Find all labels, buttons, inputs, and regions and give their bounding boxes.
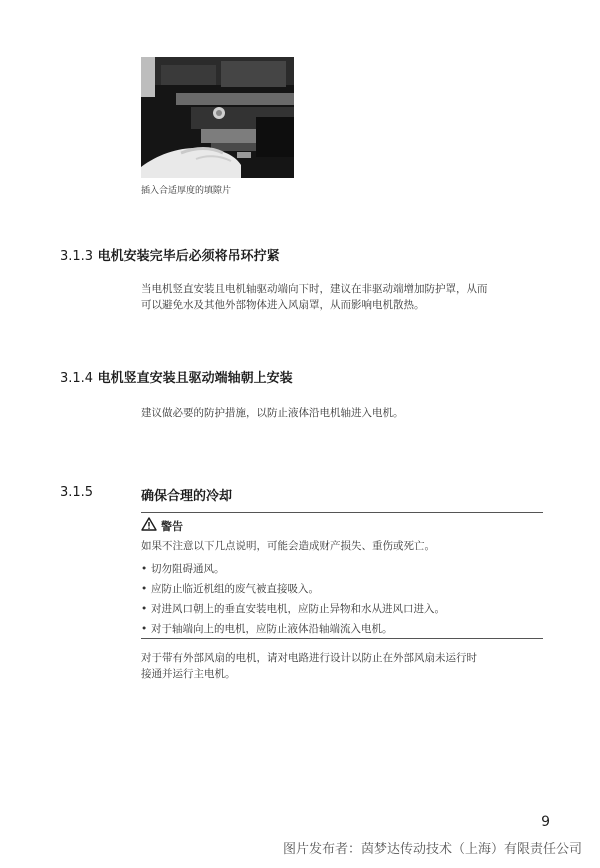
section-number: 3.1.3 [60, 249, 94, 264]
warning-header [141, 517, 183, 534]
section-title: 确保合理的冷却 [141, 489, 233, 504]
section-number: 3.1.5 [60, 485, 94, 500]
section-body [141, 650, 477, 682]
section-heading-3-1-4 [60, 367, 293, 386]
warning-label: 警告 [161, 519, 183, 533]
footer-credit: 图片发布者：茵梦达传动技术（上海）有限责任公司 [282, 842, 582, 857]
section-body [141, 405, 404, 421]
warning-intro: 如果不注意以下几点说明，可能会造成财产损失、重伤或死亡。 [141, 540, 435, 552]
section-title: 电机安装完毕后必须将吊环拧紧 [97, 249, 280, 264]
section-number: 3.1.4 [60, 371, 94, 386]
section-heading-3-1-5 [60, 485, 93, 500]
warning-triangle-icon [141, 517, 157, 534]
page-number: 9 [541, 814, 550, 830]
warning-bullet: • 对进风口朝上的垂直安装电机，应防止异物和水从进风口进入。 [141, 603, 445, 615]
body-line: 建议做必要的防护措施，以防止液体沿电机轴进入电机。 [141, 407, 404, 419]
installation-photo [141, 57, 294, 178]
warning-top-rule [141, 512, 543, 513]
body-line: 接通并运行主电机。 [141, 668, 236, 680]
figure-caption: 插入合适厚度的填隙片 [141, 186, 232, 196]
body-line: 对于带有外部风扇的电机，请对电路进行设计以防止在外部风扇未运行时 [141, 652, 477, 664]
section-title-3-1-5 [141, 485, 232, 504]
section-body [141, 281, 488, 313]
section-heading-3-1-3 [60, 245, 280, 264]
warning-bullet: • 对于轴端向上的电机，应防止液体沿轴端流入电机。 [141, 623, 393, 635]
body-line: 当电机竖直安装且电机轴驱动端向下时，建议在非驱动端增加防护罩，从而 [141, 283, 488, 295]
section-title: 电机竖直安装且驱动端轴朝上安装 [97, 371, 293, 386]
body-line: 可以避免水及其他外部物体进入风扇罩，从而影响电机散热。 [141, 299, 425, 311]
warning-bullet: • 切勿阻碍通风。 [141, 563, 225, 575]
warning-bottom-rule [141, 638, 543, 639]
warning-bullet: • 应防止临近机组的废气被直接吸入。 [141, 583, 319, 595]
